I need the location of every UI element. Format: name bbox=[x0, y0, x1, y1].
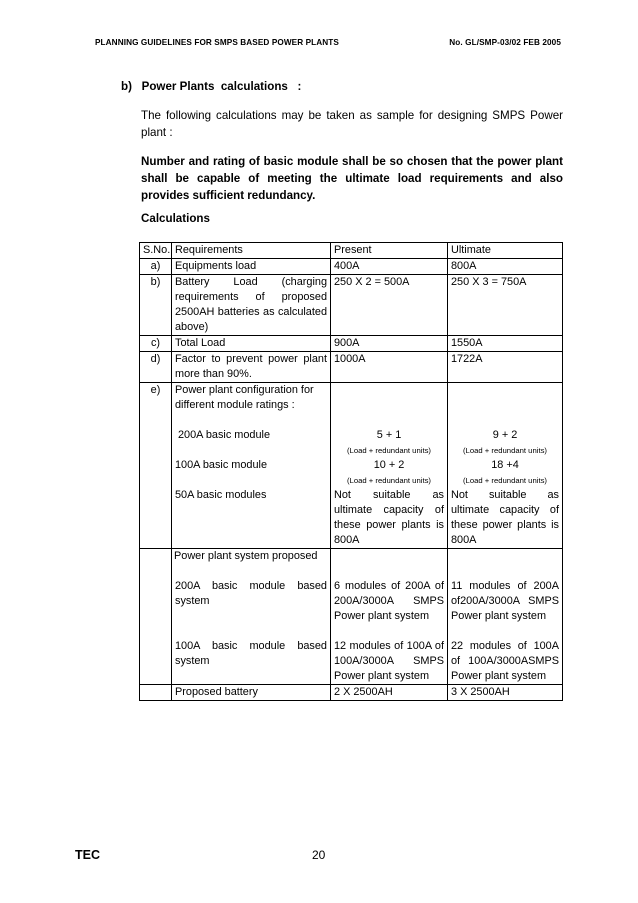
ultimate-100a-value: 18 +4 bbox=[491, 459, 519, 471]
ultimate-200a-value: 9 + 2 bbox=[492, 429, 518, 441]
header-requirements: Requirements bbox=[172, 243, 331, 259]
table-row bbox=[140, 259, 563, 275]
row-ultimate: 3 X 2500AH bbox=[448, 685, 563, 701]
system-100a-label: 100A basic module based system bbox=[175, 640, 327, 667]
system-ultimate-cell bbox=[448, 549, 563, 685]
header-title: PLANNING GUIDELINES FOR SMPS BASED POWER PLANTS bbox=[95, 38, 339, 47]
row-present: 400A bbox=[331, 259, 448, 275]
row-sno: c) bbox=[140, 336, 172, 352]
redundancy-note: (Load + redundant units) bbox=[463, 476, 547, 485]
redundancy-note: (Load + redundant units) bbox=[347, 476, 431, 485]
module-100a-label: 100A basic module bbox=[175, 459, 268, 471]
row-sno: a) bbox=[140, 259, 172, 275]
row-requirement: Total Load bbox=[172, 336, 331, 352]
row-ultimate: 250 X 3 = 750A bbox=[448, 275, 563, 336]
system-100a-ultimate: 22 modules of 100A of 100A/3000ASMPS Power plant system bbox=[451, 640, 559, 682]
calculations-heading: Calculations bbox=[141, 212, 210, 225]
row-sno: e) bbox=[140, 383, 172, 549]
header-ultimate: Ultimate bbox=[448, 243, 563, 259]
page-number: 20 bbox=[312, 848, 326, 862]
table-row bbox=[140, 275, 563, 336]
table-row bbox=[140, 383, 563, 549]
intro-paragraph: The following calculations may be taken as sample for designing SMPS Power plant : bbox=[141, 109, 563, 139]
table-header-row bbox=[140, 243, 563, 259]
row-present: 900A bbox=[331, 336, 448, 352]
system-proposed-cell bbox=[172, 549, 331, 685]
section-title: b) Power Plants calculations : bbox=[121, 80, 302, 93]
row-present: 1000A bbox=[331, 352, 448, 383]
row-requirement: Proposed battery bbox=[172, 685, 331, 701]
redundancy-note: (Load + redundant units) bbox=[347, 446, 431, 455]
present-100a-value: 10 + 2 bbox=[373, 459, 405, 471]
configuration-title: Power plant configuration for different module ratings : bbox=[175, 384, 314, 411]
table-row bbox=[140, 352, 563, 383]
requirement-paragraph: Number and rating of basic module shall be so chosen that the power plant shall be capable of meeting the ultimate load requirements and also provides sufficient redundancy. bbox=[141, 155, 563, 202]
header-present: Present bbox=[331, 243, 448, 259]
module-200a-label: 200A basic module bbox=[178, 429, 271, 441]
document-number: No. GL/SMP-03/02 FEB 2005 bbox=[449, 38, 561, 47]
row-sno: d) bbox=[140, 352, 172, 383]
present-50a-value: Not suitable as ultimate capacity of these power plants is 800A bbox=[334, 489, 444, 546]
row-requirement: Factor to prevent power plant more than 90%. bbox=[172, 352, 331, 383]
table-row bbox=[140, 336, 563, 352]
ultimate-50a-value: Not suitable as ultimate capacity of these power plants is 800A bbox=[451, 489, 559, 546]
row-sno: b) bbox=[140, 275, 172, 336]
table-row bbox=[140, 685, 563, 701]
row-present: 250 X 2 = 500A bbox=[331, 275, 448, 336]
row-requirement: Battery Load (charging requirements of proposed 2500AH batteries as calculated above) bbox=[172, 275, 331, 336]
module-50a-label: 50A basic modules bbox=[175, 489, 267, 501]
present-configuration-cell bbox=[331, 383, 448, 549]
system-present-cell bbox=[331, 549, 448, 685]
present-200a-value: 5 + 1 bbox=[376, 429, 402, 441]
footer-org: TEC bbox=[75, 848, 100, 862]
row-present: 2 X 2500AH bbox=[331, 685, 448, 701]
system-200a-label: 200A basic module based system bbox=[175, 580, 327, 607]
row-ultimate: 1722A bbox=[448, 352, 563, 383]
redundancy-note: (Load + redundant units) bbox=[463, 446, 547, 455]
calculations-table bbox=[139, 242, 563, 701]
module-configuration-cell bbox=[172, 383, 331, 549]
system-200a-present: 6 modules of 200A of 200A/3000A SMPS Power plant system bbox=[334, 580, 444, 622]
row-ultimate: 1550A bbox=[448, 336, 563, 352]
header-sno: S.No. bbox=[140, 243, 172, 259]
system-proposed-title: Power plant system proposed bbox=[174, 550, 318, 562]
table-row bbox=[140, 549, 563, 685]
ultimate-configuration-cell bbox=[448, 383, 563, 549]
system-200a-ultimate: 11 modules of 200A of200A/3000A SMPS Power plant system bbox=[451, 580, 559, 622]
system-100a-present: 12 modules of 100A of 100A/3000A SMPS Power plant system bbox=[334, 640, 444, 682]
row-ultimate: 800A bbox=[448, 259, 563, 275]
row-requirement: Equipments load bbox=[172, 259, 331, 275]
